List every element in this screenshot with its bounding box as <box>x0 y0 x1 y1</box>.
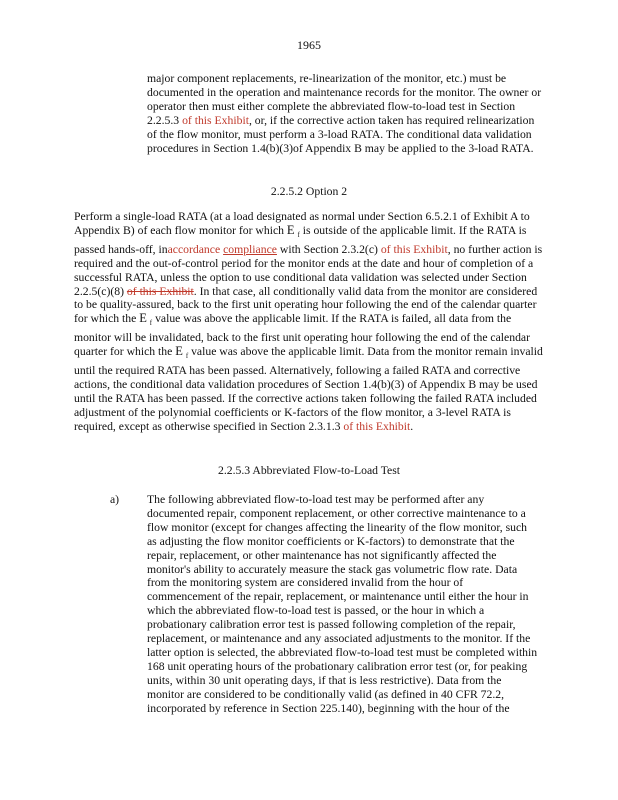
paragraph-option-2 <box>74 210 544 434</box>
text-run: , or, if the corrective action taken has required relinearization of the flow monitor, must perform a 3-load RATA. The conditional data validation procedures in Section 1.4(b)(3)of Appendix B may be applied to the 3-load RATA. <box>147 113 535 155</box>
inserted-text: compliance <box>223 242 277 256</box>
text-run: . In that case, all conditionally valid data from the monitor are considered to be quality-assured, back to the first unit operating hour following the end of the calendar quarter for which the <box>74 284 538 326</box>
paragraph-item-a: The following abbreviated flow-to-load test may be performed after any documented repair, component replacement, or other corrective maintenance to a flow monitor (except for changes affecting the linearity of the flow monitor, such as adjusting the flow monitor coefficients or K-factors) to demonstrate that the repair, replacement, or other maintenance has not significantly affected the monitor's ability to accurately measure the stack gas volumetric flow rate. Data from the monitoring system are considered invalid from the hour of commencement of the repair, replacement, or maintenance until either the hour in which the abbreviated flow-to-load test is passed, or the hour in which a probationary calibration error test is passed following completion of the repair, replacement, or maintenance and any associated adjustments to the monitor. If the latter option is selected, the abbreviated flow-to-load test must be completed within 168 unit operating hours of the probationary calibration error test (or, for peaking units, within 30 unit operating days, if that is less restrictive). Data from the monitor are considered to be conditionally valid (as defined in 40 CFR 72.2, incorporated by reference in Section 225.140), beginning with the hour of the <box>147 493 538 715</box>
e-symbol: E <box>139 311 147 326</box>
list-item-label: a) <box>110 493 120 506</box>
paragraph-continuation <box>147 72 547 155</box>
e-symbol: E <box>175 344 183 359</box>
text-run: major component replacements, re-linearization of the monitor, etc.) must be documented in the operation and maintenance records for the monitor. The owner or operator then must either complete the abbreviated flow-to-load test in Section 2.2.5.3 <box>147 72 542 127</box>
text-run: value was above the applicable limit. If the RATA is failed, all data from the monitor will be invalidated, back to the first unit operating hour following the end of the calendar quarter for which the <box>74 312 531 359</box>
deleted-text: of this Exhibit <box>126 284 194 298</box>
inserted-text: of this Exhibit <box>380 242 448 256</box>
e-subscript: f <box>185 352 189 361</box>
text-run: Perform a single-load RATA (at a load designated as normal under Section 6.5.2.1 of Exhibit A to Appendix B) of each flow monitor for which <box>74 210 530 237</box>
e-subscript: f <box>297 230 300 239</box>
e-symbol: E <box>286 222 295 237</box>
inserted-text: accordance <box>167 242 221 256</box>
text-run: value was above the applicable limit. Data from the monitor remain invalid until the required RATA has been passed. Alternatively, following a failed RATA and corrective actions, the conditional data validation procedures of Section 1.4(b)(3) of Appendix B may be used until the RATA has been passed. If the corrective actions taken following the failed RATA included adjustment of the polynomial coefficients or K-factors of the flow monitor, a 3-level RATA is required, except as otherwise specified in Section 2.3.1.3 <box>74 345 543 433</box>
section-heading-option-2: 2.2.5.2 Option 2 <box>270 185 348 198</box>
text-run: , no further action is required and the out-of-control period for the monitor ends at the date and hour of completion of a successful RATA, unless the option to use conditional data validation was selected under Section 2.2.5(c)(8) <box>74 242 543 298</box>
inserted-text: of this Exhibit <box>343 419 411 433</box>
text-run: with Section 2.3.2(c) <box>276 242 381 256</box>
inserted-text: of this Exhibit <box>182 113 249 127</box>
text-run: . <box>410 419 414 433</box>
text-run: is outside of the applicable limit. If the RATA is passed hands-off, in <box>74 223 527 256</box>
section-heading-abbreviated: 2.2.5.3 Abbreviated Flow-to-Load Test <box>217 464 401 477</box>
page-number: 1965 <box>297 38 321 52</box>
e-subscript: f <box>149 319 153 328</box>
